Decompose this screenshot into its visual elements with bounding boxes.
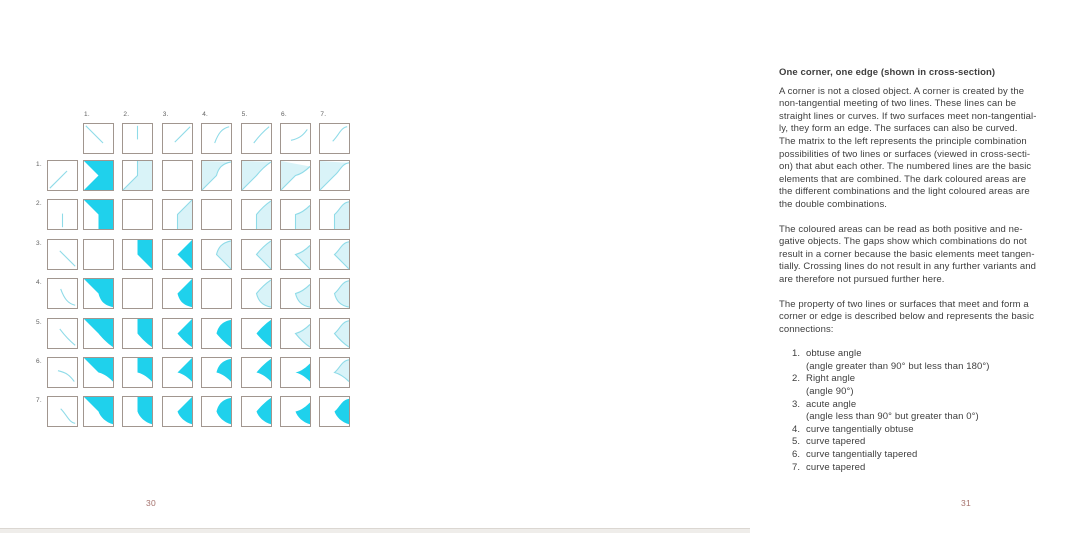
- row-header-cell-5: [47, 318, 78, 349]
- list-item-6: [779, 449, 1081, 462]
- combination-fill: [256, 201, 271, 229]
- combination-fill: [256, 241, 271, 269]
- matrix-cell-r4c5: [241, 278, 272, 309]
- col-header-glyph-2: [123, 124, 152, 153]
- matrix-cell-r2c3: [162, 199, 193, 230]
- col-label-7: 7.: [320, 111, 327, 118]
- row-label-4: 4.: [36, 279, 42, 287]
- combination-shape-r3c2: [123, 240, 152, 269]
- row-header-cell-2: [47, 199, 78, 230]
- list-item-1: [779, 348, 1081, 373]
- matrix-cell-r3c5: [241, 239, 272, 270]
- col-header-cell-4: [201, 123, 232, 154]
- matrix-cell-r4c4: [201, 278, 232, 309]
- combination-shape-r4c3: [163, 279, 192, 308]
- matrix-cell-r6c4: [201, 357, 232, 388]
- element-line-1: [50, 171, 67, 188]
- col-header-cell-2: [122, 123, 153, 154]
- matrix-cell-r3c6: [280, 239, 311, 270]
- page-number-right: 31: [961, 498, 972, 508]
- matrix-cell-r1c5: [241, 160, 272, 191]
- list-item-line: (angle greater than 90° but less than 180°): [806, 360, 990, 372]
- list-item-2: [779, 373, 1081, 398]
- row-header-glyph-1: [48, 161, 77, 190]
- col-label-2: 2.: [123, 111, 130, 118]
- matrix-cell-r5c7: [319, 318, 350, 349]
- combination-fill: [177, 397, 192, 424]
- matrix-cell-r2c5: [241, 199, 272, 230]
- combination-shape-r1c7: [320, 161, 349, 190]
- matrix-cell-r3c7: [319, 239, 350, 270]
- section-heading: One corner, one edge (shown in cross-section): [779, 67, 996, 78]
- paragraph-line: connections:: [779, 323, 834, 335]
- matrix-cell-r4c7: [319, 278, 350, 309]
- combination-fill: [138, 240, 153, 269]
- element-line-4: [61, 289, 76, 305]
- matrix-cell-r4c1: [83, 278, 114, 309]
- matrix-cell-r2c4: [201, 199, 232, 230]
- paragraph-line: A corner is not a closed object. A corner is created by the: [779, 85, 1025, 97]
- col-label-1: 1.: [84, 111, 90, 118]
- element-line-3: [60, 251, 75, 266]
- matrix-cell-r2c7: [319, 199, 350, 230]
- combination-shape-r3c5: [242, 240, 271, 269]
- combination-fill: [177, 358, 192, 382]
- row-label-7: 7.: [36, 397, 42, 405]
- combination-shape-r5c1: [84, 319, 113, 348]
- list-item-line: (angle 90°): [806, 386, 854, 398]
- list-item-number: 4.: [792, 423, 801, 435]
- matrix-cell-r6c1: [83, 357, 114, 388]
- matrix-cell-r5c5: [241, 318, 272, 349]
- paragraph-line: on) that abut each other. The numbered lines are the basic: [779, 161, 1032, 173]
- combination-shape-r2c1: [84, 200, 113, 229]
- paragraph-line: gative objects. The gaps show which combinations do not: [779, 236, 1027, 248]
- list-item-line: obtuse angle: [806, 348, 862, 360]
- matrix-cell-r5c6: [280, 318, 311, 349]
- paragraph-2: [779, 224, 1081, 287]
- list-item-line: acute angle: [806, 398, 857, 410]
- matrix-cell-r4c2: [122, 278, 153, 309]
- page-bottom-edge: [0, 528, 750, 533]
- combination-fill: [177, 279, 192, 307]
- combination-shape-r6c5: [242, 358, 271, 387]
- row-header-glyph-5: [48, 319, 77, 348]
- combination-shape-r4c6: [281, 279, 310, 308]
- element-line-7: [333, 127, 348, 142]
- text-column: [779, 67, 1081, 474]
- combination-fill: [177, 240, 192, 269]
- combination-fill: [138, 397, 153, 424]
- right-page: [375, 0, 1037, 532]
- col-header-glyph-5: [242, 124, 271, 153]
- matrix-cell-r7c7: [319, 396, 350, 427]
- page-number-left: 30: [146, 498, 157, 508]
- paragraph-line: The matrix to the left represents the principle combination: [779, 135, 1027, 147]
- col-label-5: 5.: [241, 111, 248, 118]
- col-header-glyph-3: [163, 124, 192, 153]
- paragraph-line: the double combinations.: [779, 198, 888, 210]
- matrix-cell-r6c6: [280, 357, 311, 388]
- combination-shape-r4c1: [84, 279, 113, 308]
- combination-fill: [84, 397, 113, 424]
- combination-fill: [217, 359, 232, 382]
- row-header-glyph-4: [48, 279, 77, 308]
- combination-fill: [256, 398, 271, 424]
- col-label-6: 6.: [281, 111, 287, 118]
- row-header-cell-6: [47, 357, 78, 388]
- list-item-number: 5.: [792, 436, 801, 448]
- row-header-cell-4: [47, 278, 78, 309]
- col-header-cell-5: [241, 123, 272, 154]
- combination-shape-r4c7: [320, 279, 349, 308]
- element-line-6: [291, 129, 307, 140]
- combination-shape-r4c5: [242, 279, 271, 308]
- matrix-cell-r4c3: [162, 278, 193, 309]
- combination-fill: [177, 200, 192, 229]
- col-header-glyph-4: [202, 124, 231, 153]
- element-line-5: [253, 127, 268, 143]
- matrix-cell-r7c1: [83, 396, 114, 427]
- element-line-1: [86, 126, 103, 143]
- col-header-cell-6: [280, 123, 311, 154]
- matrix-cell-r1c7: [319, 160, 350, 191]
- combination-shape-r7c7: [320, 397, 349, 426]
- list-item-number: 7.: [792, 461, 801, 473]
- list-item-number: 2.: [792, 373, 801, 385]
- list-item-line: (angle less than 90° but greater than 0°): [806, 411, 979, 423]
- paragraph-line: tially. Crossing lines do not result in any further variants and: [779, 261, 1037, 273]
- matrix-cell-r1c3: [162, 160, 193, 191]
- col-label-3: 3.: [162, 111, 169, 118]
- combination-fill: [256, 359, 271, 382]
- combination-shape-r3c3: [163, 240, 192, 269]
- row-label-3: 3.: [36, 239, 42, 247]
- combination-shape-r5c7: [320, 319, 349, 348]
- row-header-cell-1: [47, 160, 78, 191]
- row-header-cell-3: [47, 239, 78, 270]
- combination-shape-r6c4: [202, 358, 231, 387]
- combination-shape-r2c7: [320, 200, 349, 229]
- combination-fill: [217, 241, 232, 269]
- combination-shape-r2c3: [163, 200, 192, 229]
- list-item-3: [779, 399, 1081, 424]
- body-paragraphs: [779, 86, 1081, 337]
- col-header-cell-1: [83, 123, 114, 154]
- combination-fill: [256, 320, 271, 347]
- matrix-cell-r5c4: [201, 318, 232, 349]
- matrix-cell-r5c3: [162, 318, 193, 349]
- combination-fill: [84, 358, 113, 382]
- row-header-cell-7: [47, 396, 78, 427]
- matrix-cell-r7c6: [280, 396, 311, 427]
- paragraph-3: [779, 299, 1081, 337]
- row-label-2: 2.: [36, 200, 42, 208]
- row-label-1: 1.: [36, 161, 42, 168]
- combination-fill: [256, 280, 271, 307]
- row-header-glyph-6: [48, 358, 77, 387]
- combination-fill: [84, 161, 113, 190]
- element-line-3: [175, 127, 190, 142]
- matrix-cell-r1c6: [280, 160, 311, 191]
- row-label-5: 5.: [36, 318, 42, 326]
- combination-shape-r7c3: [163, 397, 192, 426]
- combination-shape-r7c6: [281, 397, 310, 426]
- combination-shape-r7c5: [242, 397, 271, 426]
- matrix-cell-r3c1: [83, 239, 114, 270]
- col-header-cell-3: [162, 123, 193, 154]
- list-item-line: curve tapered: [806, 461, 866, 473]
- matrix-cell-r5c2: [122, 318, 153, 349]
- matrix-cell-r6c5: [241, 357, 272, 388]
- list-item-number: 3.: [792, 398, 801, 410]
- combination-shape-r3c7: [320, 240, 349, 269]
- list-item-5: [779, 436, 1081, 449]
- combination-shape-r2c5: [242, 200, 271, 229]
- matrix-cell-r5c1: [83, 318, 114, 349]
- paragraph-line: the different combinations and the light coloured areas are: [779, 186, 1030, 198]
- combination-shape-r6c1: [84, 358, 113, 387]
- combination-shape-r5c2: [123, 319, 152, 348]
- paragraph-line: elements that are combined. The dark coloured areas are: [779, 173, 1027, 185]
- combination-shape-r5c3: [163, 319, 192, 348]
- row-label-6: 6.: [36, 358, 42, 365]
- matrix-cell-r3c2: [122, 239, 153, 270]
- combination-shape-r7c1: [84, 397, 113, 426]
- combination-shape-r1c5: [242, 161, 271, 190]
- combination-fill: [217, 320, 232, 347]
- combination-shape-r1c2: [123, 161, 152, 190]
- matrix-cell-r3c4: [201, 239, 232, 270]
- combination-shape-r5c5: [242, 319, 271, 348]
- paragraph-line: ly, they form an edge. The surfaces can also be curved.: [779, 123, 1018, 135]
- combination-shape-r1c6: [281, 161, 310, 190]
- combination-fill: [84, 319, 113, 347]
- combination-fill: [138, 358, 153, 382]
- combination-fill: [335, 399, 350, 424]
- matrix-cell-r2c2: [122, 199, 153, 230]
- element-line-4: [215, 127, 230, 143]
- combination-fill: [296, 363, 311, 381]
- combination-shape-r3c4: [202, 240, 231, 269]
- col-header-glyph-6: [281, 124, 310, 153]
- col-header-glyph-7: [320, 124, 349, 153]
- row-header-glyph-2: [48, 200, 77, 229]
- matrix-cell-r6c3: [162, 357, 193, 388]
- matrix-cell-r2c1: [83, 199, 114, 230]
- connections-list: [779, 348, 1081, 474]
- matrix-cell-r1c2: [122, 160, 153, 191]
- matrix-cell-r3c3: [162, 239, 193, 270]
- combination-shape-r7c4: [202, 397, 231, 426]
- combination-fill: [84, 279, 113, 307]
- matrix-cell-r6c2: [122, 357, 153, 388]
- combination-fill: [177, 319, 192, 347]
- combination-fill: [296, 403, 311, 425]
- combination-shape-r6c3: [163, 358, 192, 387]
- list-item-number: 1.: [792, 348, 801, 360]
- matrix-cell-r1c4: [201, 160, 232, 191]
- left-page: [0, 0, 375, 532]
- paragraph-line: non-tangential meeting of two lines. These lines can be: [779, 98, 1017, 110]
- list-item-line: curve tapered: [806, 436, 866, 448]
- row-header-glyph-7: [48, 397, 77, 426]
- matrix-cell-r7c4: [201, 396, 232, 427]
- paragraph-line: The property of two lines or surfaces that meet and form a: [779, 298, 1029, 310]
- paragraph-1: [779, 86, 1081, 212]
- combination-shape-r3c6: [281, 240, 310, 269]
- element-line-6: [58, 371, 74, 382]
- paragraph-line: are therefore not pursued further here.: [779, 273, 945, 285]
- list-item-4: [779, 424, 1081, 437]
- matrix-cell-r7c3: [162, 396, 193, 427]
- paragraph-line: The coloured areas can be read as both positive and ne-: [779, 223, 1023, 235]
- element-line-7: [61, 409, 76, 424]
- matrix-cell-r7c2: [122, 396, 153, 427]
- matrix-cell-r1c1: [83, 160, 114, 191]
- matrix-cell-r2c6: [280, 199, 311, 230]
- list-item-line: curve tangentially tapered: [806, 449, 918, 461]
- combination-shape-r5c6: [281, 319, 310, 348]
- combination-fill: [296, 206, 311, 230]
- element-line-5: [60, 329, 75, 345]
- paragraph-line: corner or edge is described below and represents the basic: [779, 311, 1035, 323]
- matrix-cell-r7c5: [241, 396, 272, 427]
- combination-shape-r6c7: [320, 358, 349, 387]
- matrix-cell-r4c6: [280, 278, 311, 309]
- paragraph-line: straight lines or curves. If two surfaces meet non-tangential-: [779, 110, 1037, 122]
- combination-shape-r1c1: [84, 161, 113, 190]
- combination-fill: [217, 398, 232, 424]
- col-header-glyph-1: [84, 124, 113, 153]
- combination-shape-r2c6: [281, 200, 310, 229]
- combination-shape-r1c4: [202, 161, 231, 190]
- list-item-number: 6.: [792, 449, 801, 461]
- paragraph-line: result in a corner because the basic elements meet tangen-: [779, 248, 1035, 260]
- row-header-glyph-3: [48, 240, 77, 269]
- list-item-line: curve tangentially obtuse: [806, 423, 914, 435]
- list-item-line: Right angle: [806, 373, 856, 385]
- matrix-cell-r6c7: [319, 357, 350, 388]
- col-header-cell-7: [319, 123, 350, 154]
- paragraph-line: possibilities of two lines or surfaces (viewed in cross-secti-: [779, 148, 1031, 160]
- list-item-7: [779, 462, 1081, 475]
- col-label-4: 4.: [202, 111, 209, 118]
- combination-shape-r6c2: [123, 358, 152, 387]
- combination-fill: [84, 200, 113, 229]
- combination-fill: [138, 319, 153, 347]
- combination-shape-r7c2: [123, 397, 152, 426]
- combination-shape-r5c4: [202, 319, 231, 348]
- combination-shape-r6c6: [281, 358, 310, 387]
